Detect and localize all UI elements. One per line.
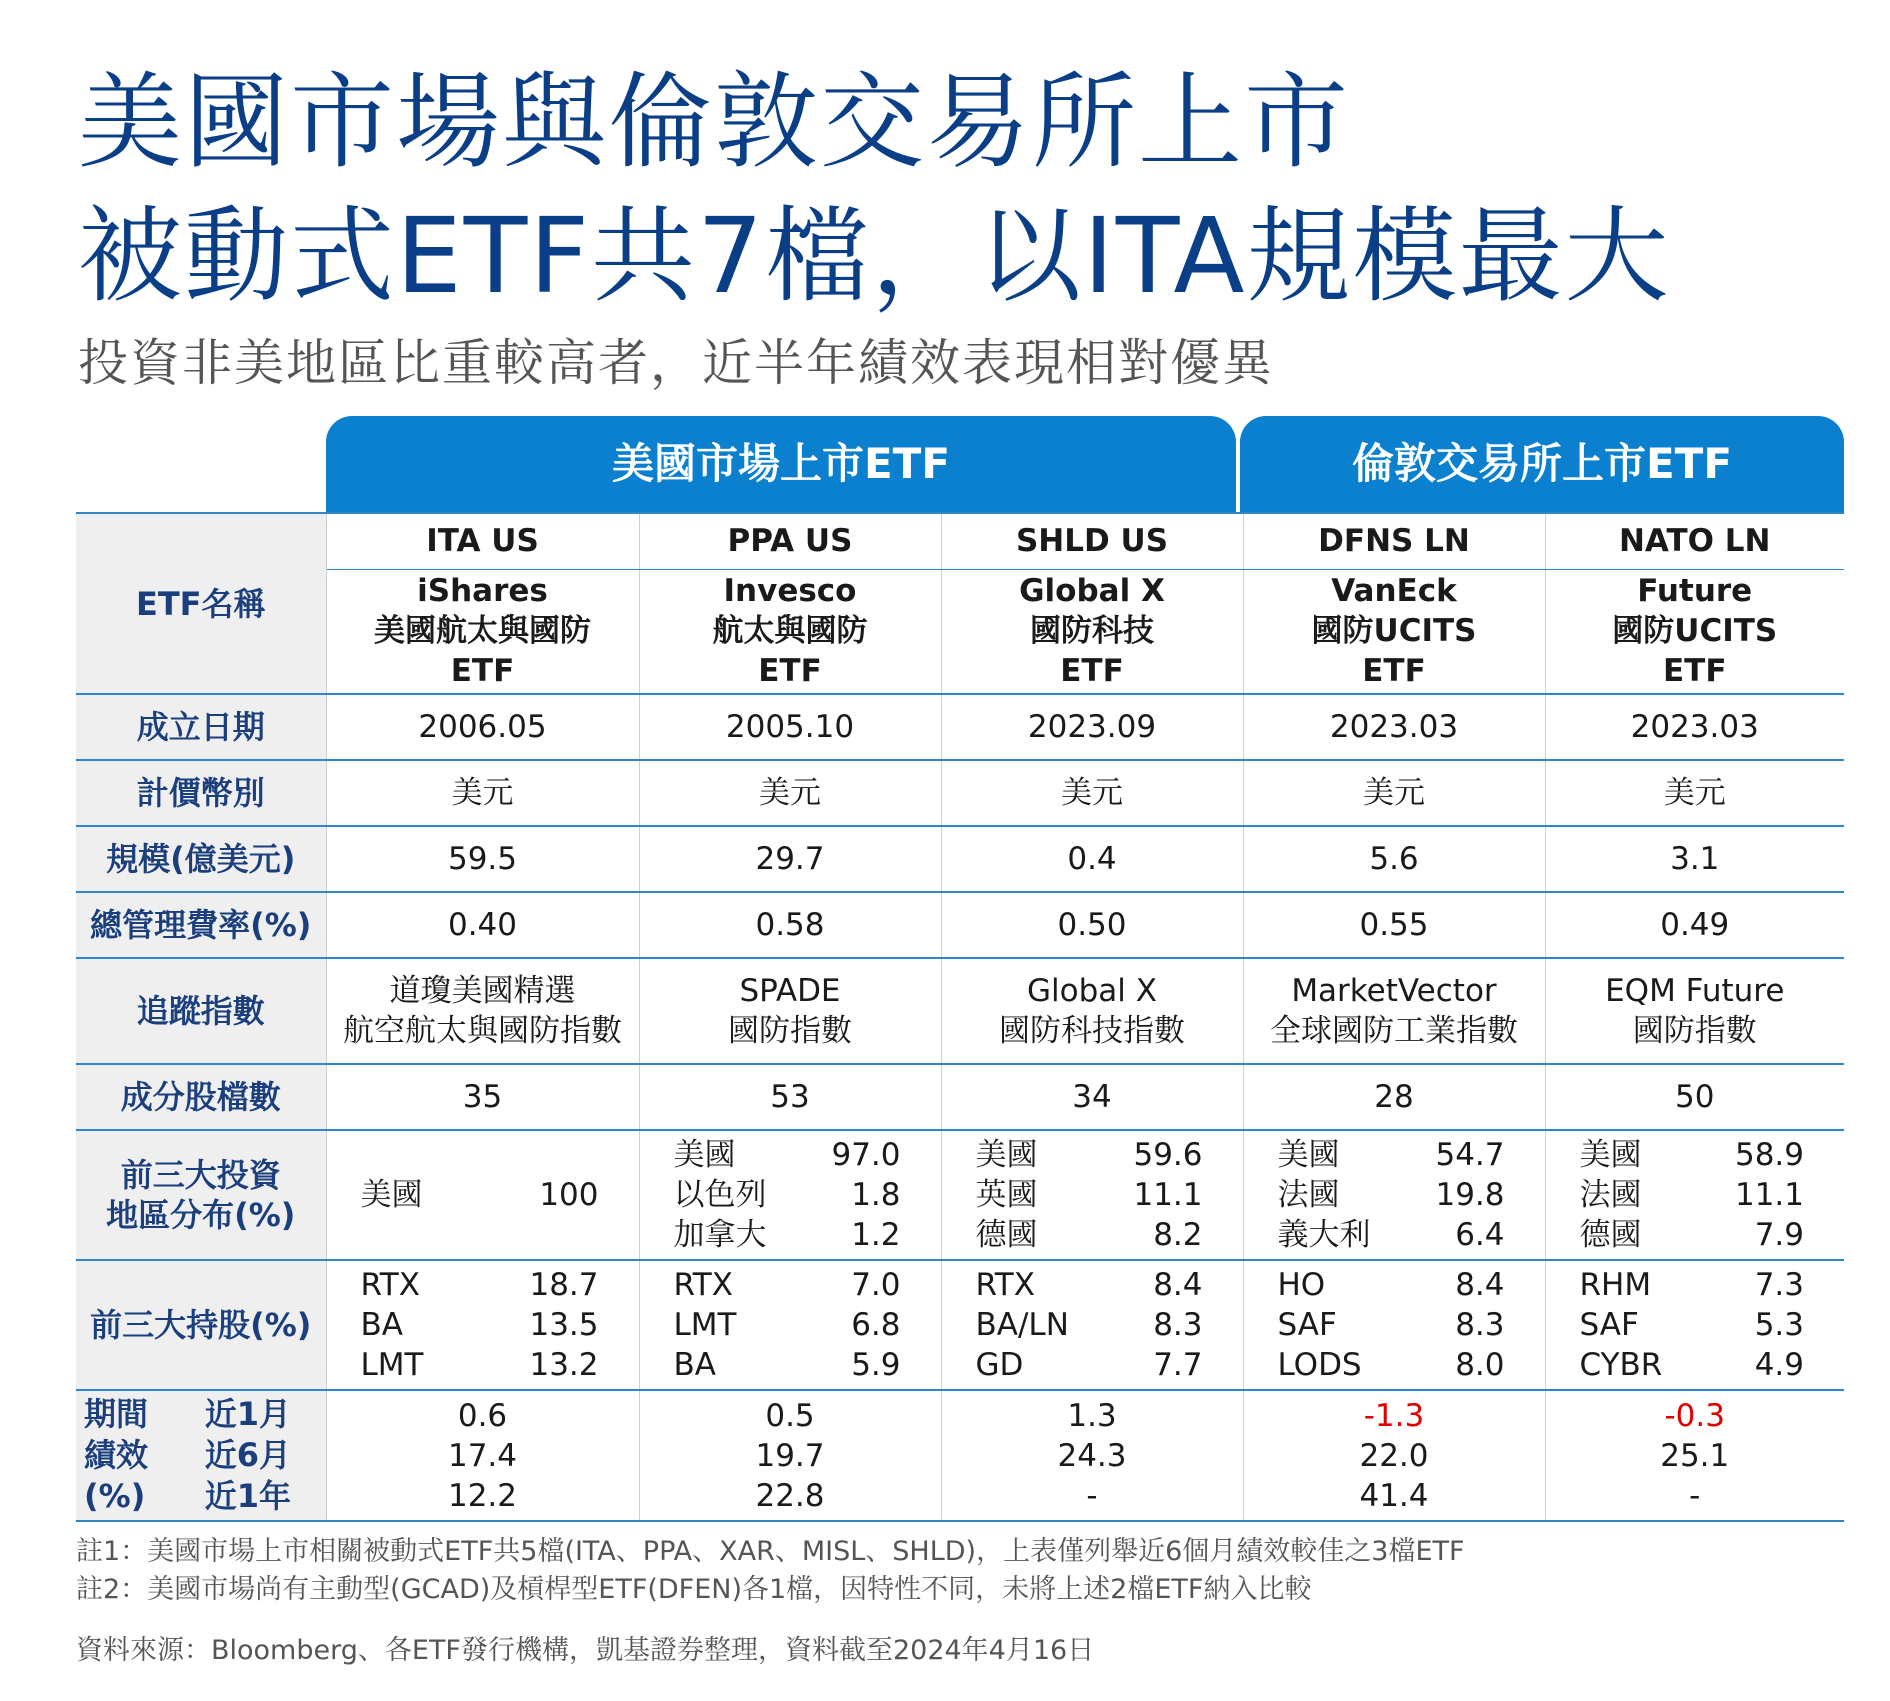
data-source: 資料來源：Bloomberg、各ETF發行機構，凱基證券整理，資料截至2024年4月16日 bbox=[76, 1635, 1095, 1666]
row-header-currency bbox=[76, 760, 326, 826]
row-header-name bbox=[76, 513, 326, 694]
perf-value: 1.3 bbox=[1067, 1397, 1117, 1434]
holding-pct: 7.0 bbox=[851, 1267, 901, 1303]
region-name: 德國 bbox=[1579, 1217, 1642, 1253]
row-header-performance bbox=[76, 1390, 326, 1521]
region-name: 德國 bbox=[975, 1217, 1038, 1253]
holding-pct: 5.9 bbox=[851, 1347, 901, 1383]
region-name: 美國 bbox=[975, 1137, 1038, 1173]
footnote-2: 註2：美國市場尚有主動型(GCAD)及槓桿型ETF(DFEN)各1檔，因特性不同，未將上述2檔ETF納入比較 bbox=[76, 1574, 1312, 1605]
etf-name-cell bbox=[326, 569, 639, 694]
etf-index-line: 國防科技指數 bbox=[999, 1013, 1185, 1049]
region-list bbox=[1244, 1135, 1545, 1255]
holding-ticker: SAF bbox=[1277, 1307, 1337, 1343]
region-pct: 97.0 bbox=[831, 1137, 901, 1173]
region-name: 義大利 bbox=[1277, 1217, 1371, 1253]
region-name: 美國 bbox=[360, 1177, 423, 1213]
table-row-top-holdings bbox=[76, 1260, 1844, 1390]
holding-ticker: LMT bbox=[673, 1307, 737, 1343]
etf-regions-cell bbox=[1243, 1130, 1545, 1260]
etf-inception-cell bbox=[1243, 694, 1545, 760]
holding-pct: 8.4 bbox=[1455, 1267, 1505, 1303]
etf-index-line: SPADE bbox=[739, 973, 841, 1009]
region-name: 以色列 bbox=[673, 1177, 767, 1213]
etf-name-line: 國防UCITS bbox=[1311, 613, 1477, 650]
etf-index-line: 航空航太與國防指數 bbox=[343, 1013, 622, 1049]
table-row-holdings-count bbox=[76, 1064, 1844, 1130]
holding-ticker: GD bbox=[975, 1347, 1024, 1383]
etf-inception: 2023.09 bbox=[1027, 709, 1157, 745]
etf-name-line: Global X bbox=[1019, 573, 1165, 610]
etf-name-line: ETF bbox=[1362, 653, 1426, 690]
etf-holdings-count: 53 bbox=[770, 1079, 810, 1115]
etf-ticker: ITA US bbox=[426, 523, 539, 560]
etf-holdings-count-cell bbox=[639, 1064, 941, 1130]
etf-aum-cell bbox=[639, 826, 941, 892]
perf-value: 19.7 bbox=[755, 1437, 825, 1474]
etf-name-line: 美國航太與國防 bbox=[374, 613, 591, 650]
etf-ticker: PPA US bbox=[727, 523, 853, 560]
etf-aum-cell bbox=[941, 826, 1243, 892]
etf-ticker-cell bbox=[1545, 513, 1844, 569]
region-name: 法國 bbox=[1277, 1177, 1340, 1213]
group-header-london: 倫敦交易所上市ETF bbox=[1240, 416, 1844, 512]
etf-holdings-count-cell bbox=[1545, 1064, 1844, 1130]
region-pct: 11.1 bbox=[1133, 1177, 1203, 1213]
etf-currency-cell bbox=[326, 760, 639, 826]
row-header-label: 地區分布(%) bbox=[106, 1196, 296, 1234]
etf-index-cell bbox=[1545, 958, 1844, 1064]
holding-pct: 4.9 bbox=[1754, 1347, 1804, 1383]
etf-aum-cell bbox=[326, 826, 639, 892]
holding-pct: 7.7 bbox=[1153, 1347, 1203, 1383]
perf-value: 22.8 bbox=[755, 1477, 825, 1514]
etf-ticker-cell bbox=[941, 513, 1243, 569]
holding-pct: 13.5 bbox=[529, 1307, 599, 1343]
region-pct: 54.7 bbox=[1435, 1137, 1505, 1173]
row-header-label: 計價幣別 bbox=[136, 774, 265, 812]
etf-regions-cell bbox=[639, 1130, 941, 1260]
etf-index-line: 全球國防工業指數 bbox=[1270, 1013, 1518, 1049]
etf-ticker: NATO LN bbox=[1618, 523, 1771, 560]
etf-inception-cell bbox=[639, 694, 941, 760]
holding-list bbox=[327, 1265, 639, 1385]
holding-pct: 5.3 bbox=[1754, 1307, 1804, 1343]
row-header-aum bbox=[76, 826, 326, 892]
etf-inception: 2006.05 bbox=[418, 709, 547, 745]
holding-pct: 8.3 bbox=[1455, 1307, 1505, 1343]
row-header-label: 成立日期 bbox=[136, 708, 265, 746]
etf-ticker-cell bbox=[639, 513, 941, 569]
etf-inception: 2005.10 bbox=[725, 709, 855, 745]
etf-index-line: EQM Future bbox=[1605, 973, 1785, 1009]
etf-name-cell bbox=[1243, 569, 1545, 694]
table-row-regions bbox=[76, 1130, 1844, 1260]
etf-inception-cell bbox=[1545, 694, 1844, 760]
etf-name-line: VanEck bbox=[1331, 573, 1457, 610]
row-header-label: 規模(億美元) bbox=[106, 840, 296, 878]
etf-currency: 美元 bbox=[759, 775, 821, 811]
region-pct: 8.2 bbox=[1153, 1217, 1203, 1253]
row-header-fee bbox=[76, 892, 326, 958]
holding-pct: 7.3 bbox=[1754, 1267, 1804, 1303]
etf-name-line: ETF bbox=[450, 653, 515, 690]
etf-fee-cell bbox=[639, 892, 941, 958]
row-header-holdings-count bbox=[76, 1064, 326, 1130]
etf-ticker-cell bbox=[326, 513, 639, 569]
holding-pct: 8.3 bbox=[1153, 1307, 1203, 1343]
etf-index-cell bbox=[1243, 958, 1545, 1064]
holding-ticker: LODS bbox=[1277, 1347, 1362, 1383]
row-header-label: 追蹤指數 bbox=[136, 992, 265, 1030]
region-list bbox=[327, 1175, 639, 1215]
etf-fee-cell bbox=[1545, 892, 1844, 958]
etf-ticker: SHLD US bbox=[1015, 523, 1169, 560]
etf-aum: 5.6 bbox=[1369, 841, 1419, 877]
holding-list bbox=[1546, 1265, 1845, 1385]
page-title-line-2: 被動式ETF共7檔，以ITA規模最大 bbox=[78, 195, 1671, 317]
etf-index-line: 國防指數 bbox=[728, 1013, 852, 1049]
etf-fee-cell bbox=[941, 892, 1243, 958]
perf-value: 0.5 bbox=[765, 1397, 815, 1434]
holding-ticker: SAF bbox=[1579, 1307, 1639, 1343]
etf-aum: 0.4 bbox=[1067, 841, 1117, 877]
etf-fee: 0.58 bbox=[755, 907, 825, 943]
etf-holdings-count: 28 bbox=[1374, 1079, 1414, 1115]
row-header-label: ETF名稱 bbox=[135, 584, 266, 623]
etf-aum-cell bbox=[1243, 826, 1545, 892]
etf-index-cell bbox=[326, 958, 639, 1064]
perf-value: -0.3 bbox=[1664, 1397, 1725, 1434]
etf-regions-cell bbox=[941, 1130, 1243, 1260]
holding-pct: 18.7 bbox=[529, 1267, 599, 1303]
holding-ticker: RTX bbox=[673, 1267, 733, 1303]
holding-pct: 6.8 bbox=[851, 1307, 901, 1343]
etf-name-line: ETF bbox=[758, 653, 822, 690]
etf-fee: 0.40 bbox=[447, 907, 518, 943]
perf-label: (%) bbox=[84, 1477, 146, 1515]
etf-fee-cell bbox=[326, 892, 639, 958]
etf-ticker-cell bbox=[1243, 513, 1545, 569]
perf-label: 期間 bbox=[84, 1395, 149, 1433]
etf-holdings-count: 35 bbox=[462, 1079, 503, 1115]
region-list bbox=[640, 1135, 941, 1255]
etf-top-holdings-cell bbox=[1243, 1260, 1545, 1390]
etf-holdings-count: 34 bbox=[1072, 1079, 1112, 1115]
etf-inception-cell bbox=[941, 694, 1243, 760]
region-name: 美國 bbox=[673, 1137, 736, 1173]
etf-inception: 2023.03 bbox=[1630, 709, 1759, 745]
table-row-currency bbox=[76, 760, 1844, 826]
perf-value: 0.6 bbox=[457, 1397, 508, 1434]
etf-name-line: ETF bbox=[1663, 653, 1727, 690]
perf-value: 25.1 bbox=[1660, 1437, 1730, 1474]
region-name: 美國 bbox=[1579, 1137, 1642, 1173]
etf-index-cell bbox=[639, 958, 941, 1064]
row-header-top-holdings bbox=[76, 1260, 326, 1390]
holding-ticker: CYBR bbox=[1579, 1347, 1663, 1383]
etf-aum: 59.5 bbox=[447, 841, 518, 877]
holding-ticker: LMT bbox=[360, 1347, 424, 1383]
region-list bbox=[1546, 1135, 1845, 1255]
etf-name-cell bbox=[941, 569, 1243, 694]
table-row-inception bbox=[76, 694, 1844, 760]
etf-aum: 29.7 bbox=[755, 841, 825, 877]
etf-holdings-count-cell bbox=[326, 1064, 639, 1130]
perf-header-grid bbox=[76, 1394, 326, 1517]
etf-performance-cell bbox=[941, 1390, 1243, 1521]
region-pct: 1.2 bbox=[851, 1217, 901, 1253]
etf-inception: 2023.03 bbox=[1329, 709, 1459, 745]
holding-list bbox=[942, 1265, 1243, 1385]
holding-ticker: RTX bbox=[360, 1267, 420, 1303]
etf-holdings-count-cell bbox=[941, 1064, 1243, 1130]
etf-index-line: Global X bbox=[1027, 973, 1157, 1009]
etf-holdings-count: 50 bbox=[1675, 1079, 1715, 1115]
region-pct: 100 bbox=[539, 1177, 599, 1213]
etf-ticker: DFNS LN bbox=[1318, 523, 1470, 560]
etf-currency: 美元 bbox=[451, 775, 514, 811]
etf-index-line: MarketVector bbox=[1291, 973, 1497, 1009]
row-header-regions bbox=[76, 1130, 326, 1260]
etf-name-line: 國防UCITS bbox=[1612, 613, 1778, 650]
etf-top-holdings-cell bbox=[1545, 1260, 1844, 1390]
perf-period: 近1月 bbox=[204, 1395, 292, 1433]
etf-currency: 美元 bbox=[1663, 775, 1726, 811]
perf-value: 41.4 bbox=[1359, 1477, 1429, 1514]
etf-name-line: 航太與國防 bbox=[712, 613, 868, 650]
row-header-index bbox=[76, 958, 326, 1064]
perf-label: 績效 bbox=[84, 1436, 149, 1474]
table-row-ticker bbox=[76, 513, 1844, 569]
etf-name-line: Future bbox=[1637, 573, 1753, 610]
region-pct: 1.8 bbox=[851, 1177, 901, 1213]
group-header-us: 美國市場上市ETF bbox=[326, 416, 1236, 512]
etf-fee-cell bbox=[1243, 892, 1545, 958]
row-header-label: 前三大投資 bbox=[120, 1156, 281, 1194]
region-pct: 59.6 bbox=[1133, 1137, 1203, 1173]
etf-name-line: 國防科技 bbox=[1030, 613, 1154, 650]
etf-regions-cell bbox=[1545, 1130, 1844, 1260]
etf-currency: 美元 bbox=[1363, 775, 1425, 811]
region-pct: 58.9 bbox=[1734, 1137, 1804, 1173]
holding-ticker: RHM bbox=[1579, 1267, 1652, 1303]
region-name: 法國 bbox=[1579, 1177, 1642, 1213]
etf-name-cell bbox=[1545, 569, 1844, 694]
etf-inception-cell bbox=[326, 694, 639, 760]
holding-ticker: HO bbox=[1277, 1267, 1326, 1303]
etf-comparison-table bbox=[76, 512, 1844, 1522]
etf-index-cell bbox=[941, 958, 1243, 1064]
perf-value: - bbox=[1086, 1477, 1098, 1514]
etf-top-holdings-cell bbox=[326, 1260, 639, 1390]
perf-period: 近1年 bbox=[204, 1477, 292, 1515]
row-header-label: 總管理費率(%) bbox=[90, 906, 312, 944]
etf-performance-cell bbox=[639, 1390, 941, 1521]
row-header-label: 成分股檔數 bbox=[120, 1078, 281, 1116]
holding-pct: 8.0 bbox=[1455, 1347, 1505, 1383]
etf-performance-cell bbox=[326, 1390, 639, 1521]
etf-name-line: ETF bbox=[1060, 653, 1124, 690]
region-name: 美國 bbox=[1277, 1137, 1340, 1173]
holding-ticker: BA bbox=[360, 1307, 403, 1343]
perf-value: 17.4 bbox=[447, 1437, 518, 1474]
region-pct: 6.4 bbox=[1455, 1217, 1505, 1253]
etf-performance-cell bbox=[1545, 1390, 1844, 1521]
holding-ticker: RTX bbox=[975, 1267, 1035, 1303]
holding-list bbox=[640, 1265, 941, 1385]
footnote-1: 註1：美國市場上市相關被動式ETF共5檔(ITA、PPA、XAR、MISL、SHLD)，上表僅列舉近6個月績效較佳之3檔ETF bbox=[76, 1536, 1465, 1567]
holding-pct: 8.4 bbox=[1153, 1267, 1203, 1303]
row-header-inception bbox=[76, 694, 326, 760]
etf-aum-cell bbox=[1545, 826, 1844, 892]
etf-currency-cell bbox=[1243, 760, 1545, 826]
holding-pct: 13.2 bbox=[529, 1347, 599, 1383]
table-row-index bbox=[76, 958, 1844, 1064]
page-subtitle: 投資非美地區比重較高者，近半年績效表現相對優異 bbox=[78, 334, 1274, 392]
etf-fee: 0.55 bbox=[1359, 907, 1429, 943]
etf-name-line: Invesco bbox=[723, 573, 857, 610]
region-pct: 19.8 bbox=[1435, 1177, 1505, 1213]
holding-list bbox=[1244, 1265, 1545, 1385]
region-list bbox=[942, 1135, 1243, 1255]
etf-aum: 3.1 bbox=[1670, 841, 1720, 877]
etf-currency-cell bbox=[941, 760, 1243, 826]
region-name: 英國 bbox=[975, 1177, 1038, 1213]
perf-value: 12.2 bbox=[447, 1477, 518, 1514]
perf-period: 近6月 bbox=[204, 1436, 292, 1474]
page-title-line-1: 美國市場與倫敦交易所上市 bbox=[78, 61, 1351, 183]
perf-value: 24.3 bbox=[1057, 1437, 1127, 1474]
etf-name-line: iShares bbox=[417, 573, 548, 610]
etf-currency: 美元 bbox=[1061, 775, 1123, 811]
etf-name-cell bbox=[639, 569, 941, 694]
etf-index-line: 國防指數 bbox=[1632, 1013, 1757, 1049]
holding-ticker: BA bbox=[673, 1347, 716, 1383]
etf-top-holdings-cell bbox=[941, 1260, 1243, 1390]
etf-top-holdings-cell bbox=[639, 1260, 941, 1390]
holding-ticker: BA/LN bbox=[975, 1307, 1069, 1343]
etf-performance-cell bbox=[1243, 1390, 1545, 1521]
table-row-performance bbox=[76, 1390, 1844, 1521]
table-row-aum bbox=[76, 826, 1844, 892]
region-pct: 11.1 bbox=[1734, 1177, 1804, 1213]
etf-regions-cell bbox=[326, 1130, 639, 1260]
table-row-fee bbox=[76, 892, 1844, 958]
region-pct: 7.9 bbox=[1754, 1217, 1804, 1253]
etf-holdings-count-cell bbox=[1243, 1064, 1545, 1130]
perf-value: 22.0 bbox=[1359, 1437, 1429, 1474]
table-row-name bbox=[76, 569, 1844, 694]
row-header-label: 前三大持股(%) bbox=[90, 1306, 312, 1344]
etf-fee: 0.49 bbox=[1660, 907, 1730, 943]
etf-index-line: 道瓊美國精選 bbox=[389, 973, 576, 1009]
perf-value: -1.3 bbox=[1363, 1397, 1425, 1434]
etf-currency-cell bbox=[1545, 760, 1844, 826]
region-name: 加拿大 bbox=[673, 1217, 767, 1253]
etf-fee: 0.50 bbox=[1057, 907, 1127, 943]
perf-value: - bbox=[1689, 1477, 1701, 1514]
etf-currency-cell bbox=[639, 760, 941, 826]
